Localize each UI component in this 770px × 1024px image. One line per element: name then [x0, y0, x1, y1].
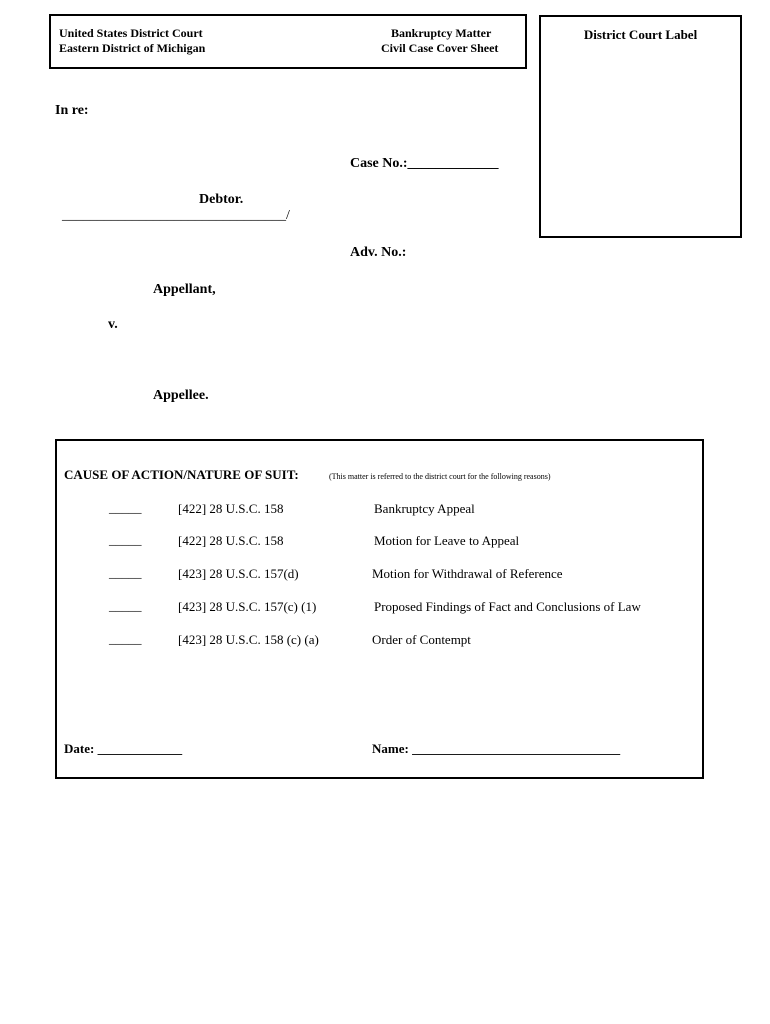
- checkbox-line-withdrawal-of-reference[interactable]: _____: [109, 565, 142, 580]
- statute-code: [423] 28 U.S.C. 158 (c) (a): [178, 632, 319, 647]
- statute-code: [423] 28 U.S.C. 157(d): [178, 566, 299, 581]
- statute-code: [422] 28 U.S.C. 158: [178, 501, 284, 516]
- suit-description: Bankruptcy Appeal: [374, 501, 475, 516]
- matter-type: Bankruptcy Matter: [391, 26, 492, 40]
- checkbox-line-order-of-contempt[interactable]: _____: [109, 631, 142, 646]
- checkbox-line-bankruptcy-appeal[interactable]: _____: [109, 500, 142, 515]
- checkbox-line-proposed-findings[interactable]: _____: [109, 598, 142, 613]
- nature-of-suit-heading: CAUSE OF ACTION/NATURE OF SUIT:: [64, 467, 299, 482]
- form-title: Civil Case Cover Sheet: [381, 41, 499, 55]
- versus-label: v.: [108, 317, 118, 332]
- statute-code: [422] 28 U.S.C. 158: [178, 533, 284, 548]
- case-number-field: Case No.:_____________: [350, 156, 499, 171]
- adversary-number-field: Adv. No.:: [350, 245, 407, 260]
- appellant-label: Appellant,: [153, 282, 216, 297]
- nature-of-suit-box: [55, 439, 704, 779]
- statute-code: [423] 28 U.S.C. 157(c) (1): [178, 599, 317, 614]
- district-court-label-box: [539, 15, 742, 238]
- district-court-label-title: District Court Label: [583, 27, 698, 42]
- suit-description: Proposed Findings of Fact and Conclusions of Law: [374, 599, 641, 614]
- suit-description: Order of Contempt: [372, 632, 471, 647]
- date-field[interactable]: Date: _____________: [64, 741, 183, 756]
- debtor-signature-line: ________________________________/: [62, 208, 290, 223]
- suit-description: Motion for Withdrawal of Reference: [372, 566, 563, 581]
- in-re-label: In re:: [55, 103, 89, 118]
- name-field[interactable]: Name: ________________________________: [372, 741, 621, 756]
- nature-of-suit-note: (This matter is referred to the district court for the following reasons): [329, 472, 551, 481]
- appellee-label: Appellee.: [153, 388, 209, 403]
- checkbox-line-leave-to-appeal[interactable]: _____: [109, 532, 142, 547]
- court-name: United States District Court: [59, 26, 203, 40]
- court-district: Eastern District of Michigan: [59, 41, 206, 55]
- court-header-box: [49, 14, 527, 69]
- suit-description: Motion for Leave to Appeal: [374, 533, 520, 548]
- debtor-label: Debtor.: [199, 192, 244, 207]
